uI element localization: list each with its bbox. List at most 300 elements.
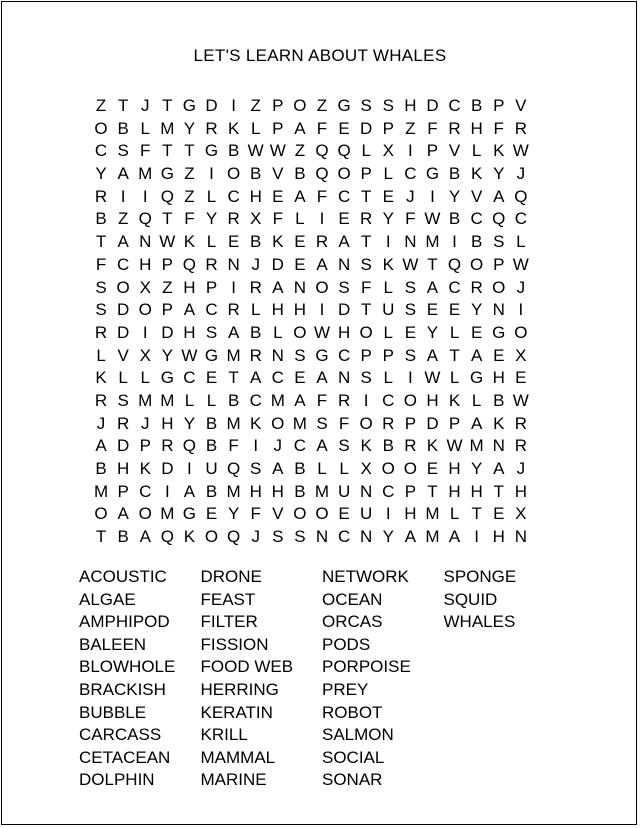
grid-letter: J	[516, 277, 526, 297]
grid-letter: F	[316, 390, 328, 410]
grid-letter: B	[117, 527, 129, 547]
grid-letter: G	[160, 368, 174, 388]
grid-letter: I	[187, 459, 192, 478]
grid-letter: E	[426, 459, 439, 478]
grid-letter: R	[315, 232, 329, 252]
grid-letter: F	[427, 118, 438, 138]
grid-letter: T	[360, 300, 372, 320]
word-list-item: PORPOISE	[322, 657, 411, 677]
grid-letter: F	[405, 209, 416, 229]
grid-letter: T	[117, 96, 129, 115]
grid-letter: C	[404, 164, 417, 184]
grid-letter: W	[247, 141, 264, 161]
grid-letter: C	[227, 186, 240, 206]
grid-letter: W	[512, 141, 529, 161]
grid-letter: H	[249, 481, 262, 501]
grid-letter: S	[95, 277, 107, 297]
word-list-item: ROBOT	[322, 702, 383, 722]
grid-letter: K	[183, 527, 196, 547]
grid-row	[90, 345, 552, 368]
word-list-item: CETACEAN	[79, 747, 171, 767]
grid-letter: E	[338, 209, 350, 229]
grid-letter: C	[139, 481, 152, 501]
grid-letter: C	[293, 436, 307, 456]
grid-letter: B	[470, 232, 483, 252]
grid-row	[90, 367, 552, 390]
grid-letter: X	[515, 345, 527, 365]
grid-letter: S	[316, 413, 328, 433]
grid-letter: A	[316, 436, 328, 456]
grid-letter: J	[140, 96, 150, 115]
grid-letter: A	[470, 345, 483, 365]
grid-letter: I	[363, 390, 369, 410]
grid-letter: V	[272, 504, 284, 524]
grid-letter: F	[95, 254, 107, 274]
grid-letter: M	[138, 390, 153, 410]
grid-letter: S	[404, 300, 417, 320]
grid-letter: Z	[184, 186, 195, 206]
grid-letter: S	[404, 345, 417, 365]
grid-letter: C	[249, 390, 262, 410]
grid-letter: Q	[315, 141, 329, 161]
grid-letter: A	[272, 459, 284, 478]
word-list-item: HERRING	[200, 679, 279, 699]
word-list-item: CARCASS	[79, 725, 162, 745]
grid-letter: L	[471, 141, 482, 161]
word-list-item: AMPHIPOD	[79, 612, 170, 632]
word-list-item: ORCAS	[322, 612, 383, 632]
word-list-item: BUBBLE	[79, 702, 147, 722]
grid-letter: E	[493, 504, 505, 524]
grid-letter: Q	[315, 164, 329, 184]
grid-letter: W	[424, 368, 441, 388]
grid-row	[90, 481, 552, 504]
grid-letter: G	[160, 164, 174, 184]
grid-letter: B	[205, 436, 218, 456]
word-list-item: WHALES	[443, 612, 516, 632]
grid-letter: M	[270, 390, 285, 410]
grid-row	[90, 231, 552, 254]
grid-letter: K	[448, 390, 461, 410]
grid-letter: K	[360, 436, 372, 456]
grid-letter: O	[514, 322, 528, 342]
grid-letter: L	[250, 118, 261, 138]
grid-letter: S	[338, 436, 350, 456]
grid-letter: Y	[382, 527, 394, 547]
grid-letter: R	[514, 118, 527, 138]
grid-letter: L	[140, 118, 150, 138]
grid-letter: A	[117, 232, 129, 252]
grid-letter: X	[515, 504, 527, 524]
grid-letter: A	[404, 527, 417, 547]
grid-letter: F	[493, 118, 504, 138]
grid-letter: S	[382, 96, 394, 115]
grid-letter: O	[94, 118, 108, 138]
grid-letter: N	[514, 527, 527, 547]
grid-letter: B	[250, 322, 262, 342]
grid-letter: P	[426, 141, 439, 161]
grid-letter: B	[294, 459, 306, 478]
grid-letter: R	[470, 277, 483, 297]
grid-letter: E	[294, 368, 306, 388]
grid-letter: Y	[470, 300, 483, 320]
grid-letter: R	[205, 254, 218, 274]
grid-letter: R	[117, 413, 130, 433]
grid-letter: E	[205, 368, 218, 388]
grid-letter: O	[293, 96, 307, 115]
grid-letter: R	[360, 209, 373, 229]
grid-letter: D	[360, 118, 373, 138]
grid-letter: C	[337, 345, 351, 365]
grid-letter: F	[338, 413, 350, 433]
grid-letter: O	[315, 277, 329, 297]
grid-letter: C	[117, 254, 130, 274]
grid-letter: H	[117, 459, 130, 478]
grid-letter: R	[249, 345, 262, 365]
grid-letter: K	[139, 459, 151, 478]
grid-letter: Y	[227, 504, 240, 524]
grid-letter: X	[250, 209, 262, 229]
grid-letter: N	[271, 345, 284, 365]
word-list-item: DOLPHIN	[79, 770, 155, 790]
grid-letter: Z	[95, 96, 107, 115]
grid-letter: E	[272, 186, 284, 206]
grid-letter: C	[514, 209, 527, 229]
grid-letter: R	[161, 436, 174, 456]
grid-letter: L	[184, 390, 195, 410]
grid-letter: C	[382, 481, 395, 501]
grid-letter: K	[470, 164, 483, 184]
grid-letter: M	[93, 481, 109, 501]
grid-letter: B	[294, 481, 306, 501]
grid-letter: T	[184, 141, 195, 161]
grid-letter: P	[161, 300, 173, 320]
word-column	[444, 566, 566, 792]
grid-letter: P	[272, 118, 284, 138]
grid-letter: A	[183, 300, 196, 320]
grid-letter: P	[161, 254, 173, 274]
word-list-item: ALGAE	[79, 589, 136, 609]
grid-letter: H	[426, 390, 439, 410]
grid-letter: Z	[117, 209, 129, 229]
grid-letter: B	[250, 164, 262, 184]
grid-letter: T	[162, 209, 173, 229]
grid-letter: B	[493, 390, 505, 410]
grid-letter: O	[359, 413, 373, 433]
grid-letter: A	[250, 368, 262, 388]
grid-letter: C	[337, 527, 351, 547]
grid-letter: E	[227, 232, 240, 252]
grid-letter: R	[249, 277, 262, 297]
grid-letter: L	[516, 232, 526, 252]
grid-letter: I	[142, 322, 148, 342]
grid-letter: B	[382, 436, 394, 456]
grid-letter: I	[385, 232, 391, 252]
grid-letter: Q	[160, 527, 174, 547]
grid-letter: O	[116, 277, 130, 297]
grid-letter: P	[272, 96, 284, 115]
grid-letter: E	[294, 254, 306, 274]
grid-letter: B	[448, 209, 461, 229]
grid-letter: H	[271, 300, 284, 320]
grid-letter: O	[293, 504, 307, 524]
grid-letter: K	[272, 232, 284, 252]
word-list-item: FISSION	[200, 634, 269, 654]
grid-letter: H	[514, 481, 527, 501]
word-list-item: FEAST	[200, 589, 256, 609]
grid-letter: G	[204, 345, 219, 365]
grid-letter: W	[446, 436, 463, 456]
word-list-item: SPONGE	[443, 567, 517, 586]
grid-letter: Y	[183, 413, 196, 433]
grid-letter: M	[292, 413, 307, 433]
grid-letter: M	[314, 481, 330, 501]
grid-letter: I	[319, 209, 325, 229]
grid-letter: O	[403, 459, 417, 478]
grid-letter: N	[360, 481, 373, 501]
grid-letter: X	[382, 141, 394, 161]
grid-letter: O	[293, 322, 307, 342]
grid-letter: Q	[226, 459, 241, 478]
grid-letter: C	[448, 96, 461, 115]
grid-letter: Q	[160, 186, 174, 206]
grid-letter: Q	[226, 527, 241, 547]
grid-letter: A	[227, 322, 240, 342]
grid-letter: A	[95, 436, 107, 456]
grid-letter: S	[360, 254, 372, 274]
grid-letter: S	[360, 96, 372, 115]
grid-letter: L	[383, 322, 393, 342]
grid-letter: P	[139, 436, 151, 456]
grid-row	[90, 277, 552, 300]
grid-letter: A	[139, 527, 151, 547]
grid-row	[90, 503, 552, 526]
grid-letter: H	[337, 322, 351, 342]
grid-letter: A	[294, 118, 306, 138]
grid-letter: L	[206, 186, 217, 206]
grid-letter: M	[160, 118, 175, 138]
grid-letter: Y	[382, 209, 394, 229]
grid-letter: M	[226, 413, 241, 433]
grid-letter: L	[250, 300, 261, 320]
grid-letter: O	[492, 277, 506, 297]
grid-letter: L	[206, 232, 217, 252]
grid-letter: O	[138, 300, 152, 320]
grid-letter: B	[95, 209, 107, 229]
grid-letter: Y	[493, 164, 505, 184]
grid-letter: L	[383, 368, 393, 388]
grid-letter: W	[181, 345, 198, 365]
grid-letter: H	[139, 254, 152, 274]
grid-letter: G	[425, 164, 440, 184]
grid-letter: Y	[470, 459, 483, 478]
grid-letter: N	[337, 254, 351, 274]
grid-letter: I	[474, 527, 479, 547]
grid-letter: L	[118, 368, 128, 388]
grid-letter: R	[337, 390, 351, 410]
grid-letter: I	[430, 186, 435, 206]
grid-letter: I	[231, 277, 236, 297]
grid-letter: J	[273, 436, 283, 456]
grid-letter: N	[293, 277, 307, 297]
grid-letter: U	[205, 459, 218, 478]
grid-letter: C	[382, 390, 395, 410]
grid-row	[90, 163, 552, 186]
puzzle-title: LET'S LEARN ABOUT WHALES	[193, 46, 447, 65]
grid-letter: E	[404, 322, 417, 342]
word-column	[322, 566, 444, 792]
grid-letter: G	[182, 504, 197, 524]
grid-letter: P	[382, 345, 394, 365]
word-column	[79, 566, 201, 792]
grid-letter: L	[383, 277, 393, 297]
grid-letter: S	[404, 277, 417, 297]
grid-letter: Z	[294, 141, 306, 161]
grid-letter: O	[403, 390, 417, 410]
word-list-item: SONAR	[322, 770, 383, 790]
grid-letter: W	[269, 141, 286, 161]
grid-letter: P	[360, 345, 372, 365]
grid-row	[90, 208, 552, 231]
grid-letter: C	[94, 141, 108, 161]
grid-letter: S	[294, 345, 306, 365]
grid-letter: K	[95, 368, 107, 388]
grid-letter: L	[317, 459, 327, 478]
grid-letter: L	[449, 322, 460, 342]
grid-letter: T	[360, 232, 372, 252]
grid-letter: T	[162, 96, 173, 115]
grid-letter: U	[382, 300, 395, 320]
grid-letter: H	[448, 481, 461, 501]
grid-letter: C	[337, 186, 351, 206]
grid-letter: R	[448, 118, 461, 138]
grid-letter: P	[404, 481, 417, 501]
grid-letter: G	[337, 96, 351, 115]
grid-letter: D	[337, 300, 351, 320]
grid-letter: A	[294, 186, 306, 206]
grid-letter: Z	[162, 277, 173, 297]
grid-letter: L	[206, 390, 217, 410]
word-list-item: BRACKISH	[79, 679, 166, 699]
grid-letter: Q	[337, 141, 351, 161]
grid-letter: T	[427, 254, 438, 274]
grid-letter: E	[205, 504, 218, 524]
grid-letter: O	[204, 527, 219, 547]
word-list-item: MARINE	[200, 770, 267, 790]
grid-row	[90, 140, 552, 163]
grid-letter: M	[425, 232, 440, 252]
word-list-item: SOCIAL	[322, 747, 385, 767]
grid-letter: H	[448, 459, 461, 478]
grid-letter: S	[95, 300, 107, 320]
grid-letter: M	[425, 504, 440, 524]
grid-letter: R	[514, 436, 527, 456]
grid-letter: G	[204, 141, 219, 161]
grid-letter: L	[449, 504, 460, 524]
grid-letter: S	[360, 368, 372, 388]
grid-row	[90, 526, 552, 549]
grid-letter: E	[426, 300, 439, 320]
grid-letter: F	[140, 141, 151, 161]
grid-letter: I	[209, 164, 214, 184]
grid-letter: Y	[183, 118, 196, 138]
grid-letter: A	[448, 527, 461, 547]
grid-letter: Y	[448, 186, 461, 206]
grid-letter: D	[426, 96, 439, 115]
grid-letter: G	[470, 368, 484, 388]
word-list-item: MAMMAL	[200, 747, 276, 767]
grid-letter: J	[251, 254, 260, 274]
grid-letter: T	[95, 527, 107, 547]
grid-letter: L	[361, 141, 371, 161]
grid-letter: X	[360, 459, 372, 478]
grid-letter: H	[470, 118, 483, 138]
grid-letter: N	[227, 254, 240, 274]
grid-letter: B	[294, 164, 306, 184]
grid-letter: U	[337, 481, 351, 501]
grid-letter: O	[271, 413, 285, 433]
grid-letter: U	[360, 504, 373, 524]
grid-letter: H	[492, 527, 505, 547]
grid-letter: G	[492, 322, 506, 342]
grid-letter: O	[94, 504, 108, 524]
word-list	[79, 566, 565, 792]
grid-letter: I	[452, 232, 457, 252]
grid-letter: F	[316, 186, 328, 206]
grid-letter: E	[382, 186, 394, 206]
grid-letter: A	[183, 481, 196, 501]
grid-letter: K	[493, 413, 505, 433]
grid-letter: B	[470, 96, 483, 115]
grid-letter: R	[94, 390, 108, 410]
grid-letter: L	[339, 459, 349, 478]
grid-letter: P	[404, 413, 417, 433]
grid-letter: T	[493, 481, 504, 501]
letter-grid	[90, 95, 552, 549]
grid-letter: N	[492, 436, 505, 456]
grid-letter: J	[516, 164, 526, 184]
grid-letter: A	[426, 345, 439, 365]
grid-letter: M	[160, 390, 175, 410]
grid-letter: I	[407, 141, 413, 161]
grid-letter: B	[250, 232, 262, 252]
grid-letter: W	[159, 232, 176, 252]
grid-letter: W	[313, 322, 330, 342]
grid-row	[90, 118, 552, 141]
grid-letter: V	[470, 186, 483, 206]
grid-letter: F	[272, 209, 283, 229]
grid-letter: C	[183, 368, 196, 388]
grid-letter: J	[251, 527, 260, 547]
grid-letter: M	[226, 345, 241, 365]
grid-letter: P	[382, 118, 394, 138]
grid-letter: A	[316, 368, 328, 388]
grid-row	[90, 95, 552, 118]
grid-letter: L	[449, 368, 460, 388]
grid-letter: S	[272, 527, 284, 547]
grid-letter: K	[227, 118, 240, 138]
grid-letter: E	[338, 504, 350, 524]
grid-letter: Z	[316, 96, 328, 115]
grid-letter: H	[183, 322, 196, 342]
word-list-item: NETWORK	[322, 567, 409, 586]
word-list-item: SALMON	[322, 725, 394, 745]
grid-letter: T	[427, 481, 438, 501]
grid-letter: H	[249, 186, 262, 206]
word-column	[201, 566, 323, 792]
grid-letter: M	[160, 504, 175, 524]
grid-letter: O	[359, 322, 373, 342]
